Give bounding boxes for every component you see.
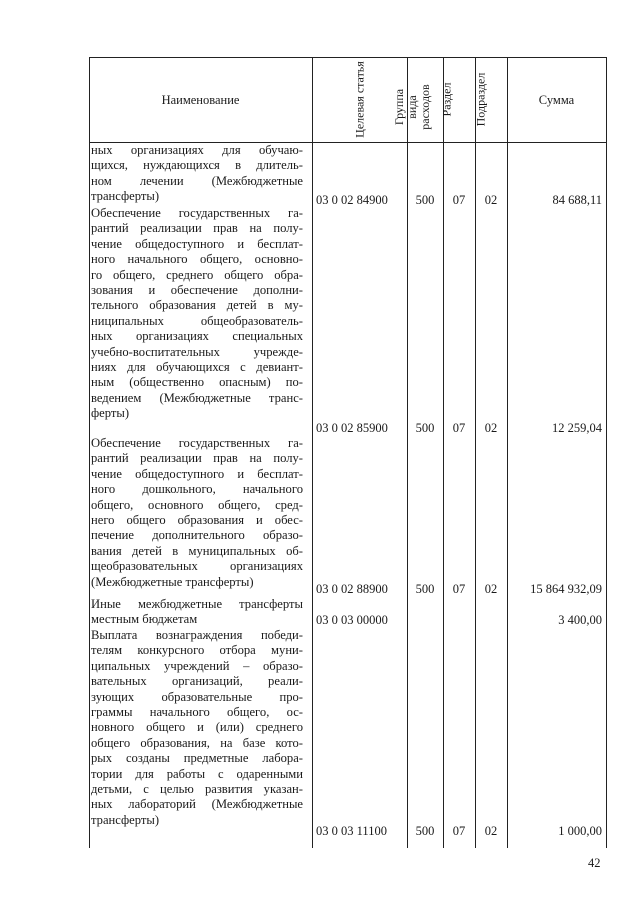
row-5-section: 07	[452, 824, 466, 838]
row-1-sum: 84 688,11	[552, 193, 602, 207]
page-number: 42	[588, 856, 601, 870]
row-5-line: тории для работы с одаренными	[91, 766, 303, 781]
row-3-line: Обеспечение государственных га-	[91, 436, 303, 450]
row-2-line: тельного образования детей в му-	[91, 298, 303, 313]
row-4-line: Иные межбюджетные трансферты	[91, 597, 303, 611]
row-3-line: (Межбюджетные трансферты)	[91, 574, 254, 589]
row-5-line: новного общего и (или) среднего	[91, 720, 303, 735]
row-1-group: 500	[415, 193, 435, 207]
row-3-line: чение общедоступного и бесплат-	[91, 466, 303, 481]
header-name: Наименование	[161, 93, 240, 107]
row-2-section: 07	[452, 421, 466, 435]
row-2-sum: 12 259,04	[552, 421, 602, 435]
table-right-border	[606, 57, 607, 848]
col-divider-subsection	[475, 57, 476, 848]
row-2-line: ным (общественно опасным) по-	[91, 375, 303, 390]
col-divider-sum	[507, 57, 508, 848]
row-1-code: 03 0 02 84900	[316, 193, 388, 207]
row-4-line: местным бюджетам	[91, 612, 198, 627]
header-target: Целевая статья	[352, 61, 367, 138]
row-3-line: ного дошкольного, начального	[91, 482, 303, 497]
row-2-name	[91, 206, 303, 421]
row-5-code: 03 0 03 11100	[316, 824, 387, 838]
row-3-line: него общего образования и обес-	[91, 512, 303, 527]
col-divider-section	[443, 57, 444, 848]
row-1-line: ных организациях для обучаю-	[91, 143, 303, 157]
row-1-line: трансферты)	[91, 189, 160, 204]
row-4-code: 03 0 03 00000	[316, 613, 388, 627]
row-5-line: детьми, с целью развития указан-	[91, 781, 303, 796]
row-1-name	[91, 143, 303, 205]
row-1-subsection: 02	[484, 193, 498, 207]
row-2-line: ных организациях специальных	[91, 329, 303, 344]
row-4-sum: 3 400,00	[558, 613, 602, 627]
row-5-sum: 1 000,00	[558, 824, 602, 838]
row-2-line: зования и обеспечение дополни-	[91, 282, 303, 297]
row-3-sum: 15 864 932,09	[530, 582, 602, 596]
row-2-line: учебно-воспитательных учрежде-	[91, 344, 303, 359]
row-5-line: вательных организаций, реали-	[91, 674, 303, 689]
col-divider-target	[312, 57, 313, 848]
row-5-line: общего образования, на базе кото-	[91, 735, 303, 750]
row-2-line: го общего, среднего общего обра-	[91, 267, 303, 282]
row-1-section: 07	[452, 193, 466, 207]
header-subsection: Подраздел	[473, 72, 488, 127]
row-5-line: ципальных учреждений – образо-	[91, 658, 303, 673]
row-3-section: 07	[452, 582, 466, 596]
row-5-line: ных лабораторий (Межбюджетные	[91, 797, 303, 812]
header-section: Раздел	[439, 82, 454, 117]
header-group: Группа вида расходов	[392, 84, 432, 130]
row-5-subsection: 02	[484, 824, 498, 838]
row-3-line: общего, основного общего, сред-	[91, 497, 303, 512]
col-divider-group	[407, 57, 408, 848]
row-5-line: телям конкурсного отбора муни-	[91, 643, 303, 658]
row-1-line: ном лечении (Межбюджетные	[91, 173, 303, 188]
table-left-border	[89, 57, 90, 848]
row-2-line: чение общедоступного и бесплат-	[91, 236, 303, 251]
row-3-line: рантий реализации прав на полу-	[91, 451, 303, 466]
row-5-line: зующих образовательные про-	[91, 689, 303, 704]
row-2-subsection: 02	[484, 421, 498, 435]
row-4-name	[91, 597, 303, 628]
row-5-line: трансферты)	[91, 812, 160, 827]
row-2-line: ного начального общего, основно-	[91, 252, 303, 267]
row-2-line: ферты)	[91, 406, 130, 421]
row-2-line: ниципальных общеобразователь-	[91, 313, 303, 328]
row-5-name	[91, 628, 303, 828]
row-3-group: 500	[415, 582, 435, 596]
row-3-name	[91, 436, 303, 590]
row-5-line: граммы начального общего, ос-	[91, 704, 303, 719]
row-2-line: Обеспечение государственных га-	[91, 206, 303, 220]
table-top-border	[89, 57, 607, 58]
row-3-line: печение дополнительного образо-	[91, 528, 303, 543]
row-1-line: щихся, нуждающихся в длитель-	[91, 158, 303, 173]
row-5-group: 500	[415, 824, 435, 838]
row-2-line: ниях для обучающихся с девиант-	[91, 359, 303, 374]
row-3-code: 03 0 02 88900	[316, 582, 388, 596]
row-2-group: 500	[415, 421, 435, 435]
row-5-line: рых созданы предметные лабора-	[91, 751, 303, 766]
header-sum: Сумма	[538, 93, 575, 107]
row-3-line: вания детей в муниципальных об-	[91, 543, 303, 558]
row-2-code: 03 0 02 85900	[316, 421, 388, 435]
row-2-line: ведением (Межбюджетные транс-	[91, 390, 303, 405]
row-3-line: щеобразовательных организациях	[91, 559, 303, 574]
row-2-line: рантий реализации прав на полу-	[91, 221, 303, 236]
row-5-line: Выплата вознаграждения победи-	[91, 628, 303, 642]
row-3-subsection: 02	[484, 582, 498, 596]
